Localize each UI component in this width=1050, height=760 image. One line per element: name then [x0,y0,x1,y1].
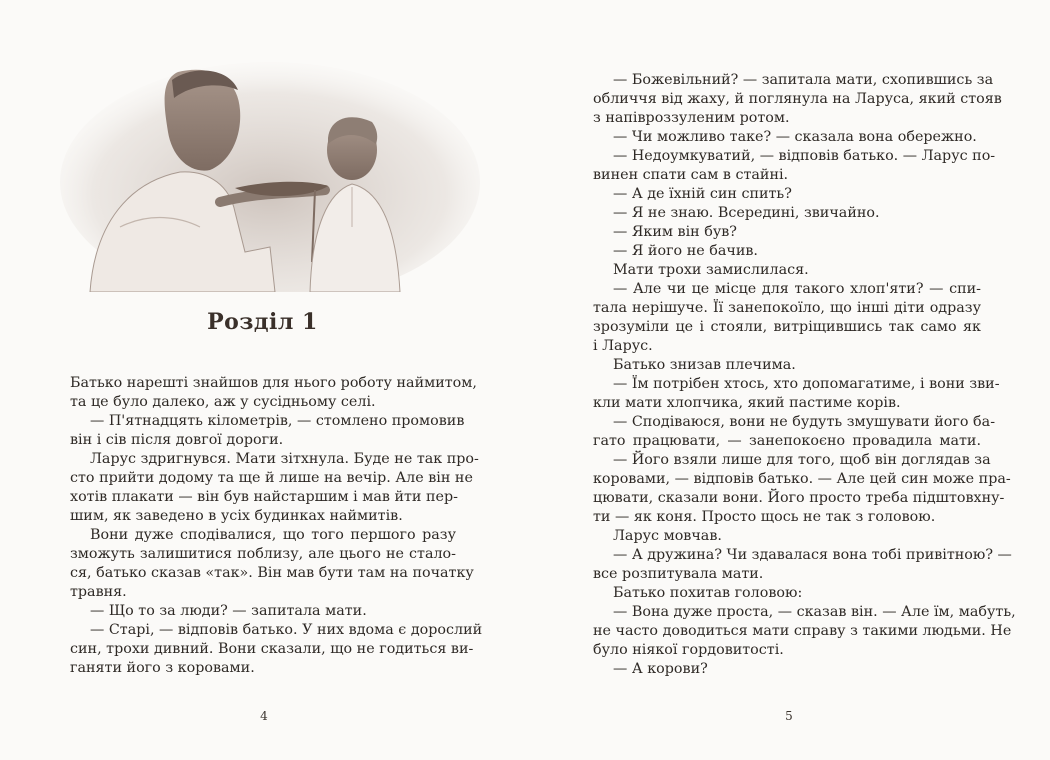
text-line: тала нерішуче. Її занепокоїло, що інші діти одразу [593,300,981,316]
text-line: ся, батько сказав «так». Він мав бути там на початку [70,565,474,581]
text-line: — Що то за люди? — запитала мати. [90,603,367,619]
text-line: син, трохи дивний. Вони сказали, що не годиться ви- [70,641,474,657]
text-line: — Я його не бачив. [613,243,758,259]
text-line: — Але чи це місце для такого хлоп'яти? — спи- [613,281,981,297]
text-line: було ніякої гордовитості. [593,642,784,658]
text-line: — Їм потрібен хтось, хто допомагатиме, і вони зви- [613,376,1000,392]
right-body-text [593,71,1016,679]
text-line: сто прийти додому та ще й лише на вечір. Але він не [70,470,473,486]
text-line: зрозуміли це і стояли, витріщившись так само як [593,319,981,335]
text-line: Батько похитав головою: [613,585,803,601]
text-line: — Яким він був? [613,224,737,240]
text-line: винен спати сам в стайні. [593,167,789,183]
text-line: кли мати хлопчика, який пастиме корів. [593,395,901,411]
illustration-man-and-boy-icon [60,52,480,292]
text-line: — А де їхній син спить? [613,186,792,202]
text-line: коровами, — відповів батько. — Але цей син може пра- [593,471,1011,487]
text-line: — Його взяли лише для того, щоб він доглядав за [613,452,991,468]
text-line: ганяти його з коровами. [70,660,255,676]
text-line: Ларус здригнувся. Мати зітхнула. Буде не так про- [90,451,479,467]
text-line: Батько знизав плечима. [613,357,796,373]
text-line: зможуть залишитися поблизу, але цього не стало- [70,546,456,562]
text-line: — А корови? [613,661,708,677]
text-line: травня. [70,584,127,600]
text-line: шим, як заведено в усіх будинках наймитів. [70,508,403,524]
page-number: 5 [785,709,793,723]
text-line: обличчя від жаху, й поглянула на Ларуса, який стояв [593,91,1002,107]
text-line: — Старі, — відповів батько. У них вдома є дорослий [90,622,483,638]
text-line: — Недоумкуватий, — відповів батько. — Ларус по- [613,148,996,164]
left-body-text [70,374,483,678]
text-line: — Я не знаю. Всередині, звичайно. [613,205,880,221]
text-line: ти — як коня. Просто щось не так з головою. [593,509,936,525]
text-line: гато працювати, — занепокоєно провадила мати. [593,433,981,449]
text-line: він і сів після довгої дороги. [70,432,284,448]
text-line: — А дружина? Чи здавалася вона тобі привітною? — [613,547,1012,563]
right-page [525,0,1050,760]
text-line: все розпитувала мати. [593,566,764,582]
text-line: Ларус мовчав. [613,528,722,544]
text-line: — П'ятнадцять кілометрів, — стомлено промовив [90,413,465,429]
text-line: хотів плакати — він був найстаршим і мав йти пер- [70,489,458,505]
text-line: Мати трохи замислилася. [613,262,809,278]
text-line: не часто доводиться мати справу з такими людьми. Не [593,623,1012,639]
text-line: і Ларус. [593,338,653,354]
text-line: Вони дуже сподівалися, що того першого разу [90,527,456,543]
text-line: та це було далеко, аж у сусідньому селі. [70,394,376,410]
text-line: — Божевільний? — запитала мати, схопившись за [613,72,994,88]
text-line: з напівроззуленим ротом. [593,110,790,126]
text-line: — Чи можливо таке? — сказала вона обережно. [613,129,977,145]
text-line: цювати, сказали вони. Його просто треба підштовхну- [593,490,1005,506]
text-line: Батько нарешті знайшов для нього роботу наймитом, [70,375,477,391]
chapter-title: Розділ 1 [207,309,318,335]
page-number: 4 [260,709,268,723]
text-line: — Вона дуже проста, — сказав він. — Але їм, мабуть, [613,604,1016,620]
text-line: — Сподіваюся, вони не будуть змушувати його ба- [613,414,996,430]
